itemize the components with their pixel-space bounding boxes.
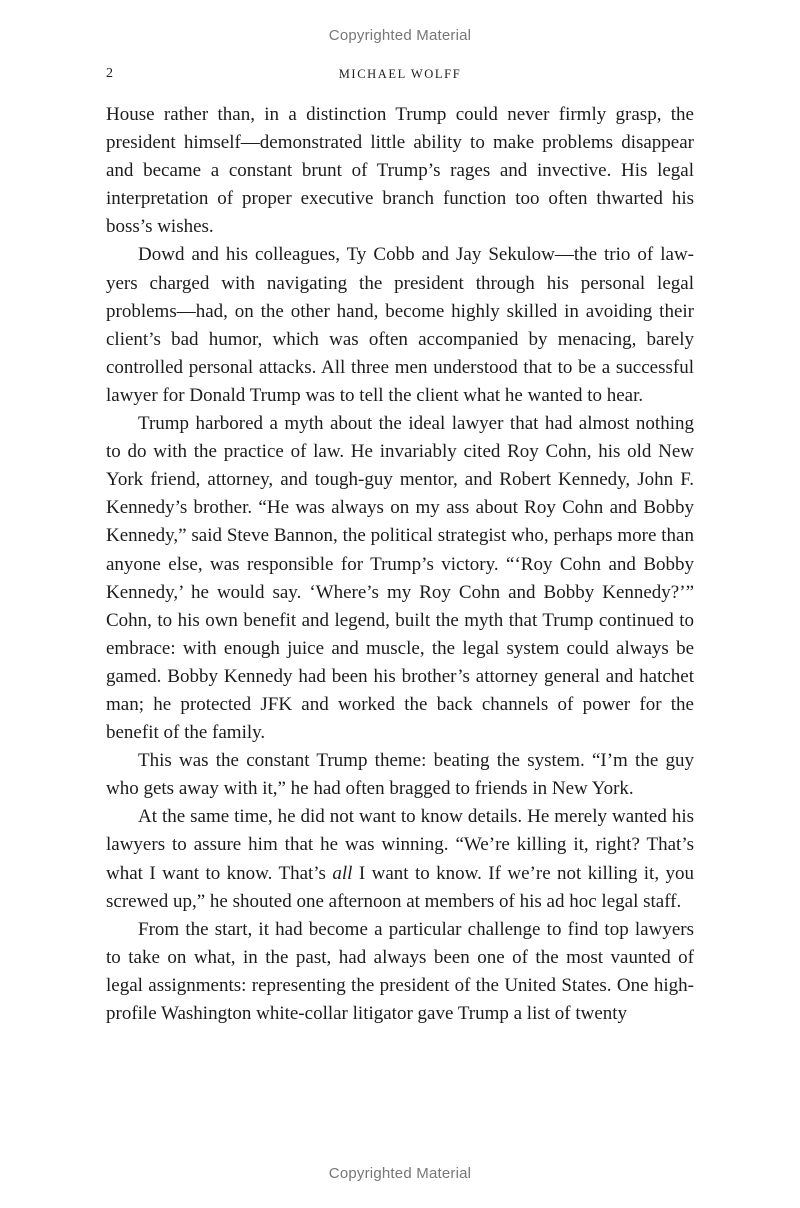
- paragraph-4: This was the constant Trump theme: beating the system. “I’m the guy who gets away with it,” he had often bragged to friends in New York.: [106, 750, 694, 800]
- paragraph-5: [106, 803, 694, 915]
- running-head: [106, 66, 694, 84]
- running-title-author: MICHAEL WOLFF: [338, 67, 462, 81]
- body-text: [106, 101, 694, 1028]
- paragraph-5-italic: all: [332, 862, 353, 884]
- copyright-watermark-top: Copyrighted Material: [328, 27, 472, 44]
- paragraph-6: From the start, it had become a particular challenge to find top lawyers to take on what, in the past, had always been one of the most vaunted of legal assignments: representing the president of the United States. One high-profile Washington white-collar litigator gave Trump a list of twenty: [106, 918, 694, 1024]
- paragraph-1: House rather than, in a distinction Trump could never firmly grasp, the president himself—demonstrated little ability to make problems disappear and became a constant brunt of Trump’s rages and invective. His legal interpretation of proper executive branch function too often thwarted his boss’s wishes.: [106, 104, 694, 238]
- copyright-watermark-bottom: Copyrighted Material: [328, 1165, 472, 1182]
- paragraph-2: Dowd and his colleagues, Ty Cobb and Jay Sekulow—the trio of lawyers charged with navigating the president through his personal legal problems—had, on the other hand, become highly skilled in avoiding their client’s bad humor, which was often accompanied by menacing, barely controlled personal attacks. All three men understood that to be a successful lawyer for Donald Trump was to tell the client what he wanted to hear.: [106, 244, 694, 406]
- paragraph-5-part-1: At the same time, he did not want to know details. He merely wanted his lawyers to assure him that he was winning. “We’re killing it, right? That’s what I want to know. That’s: [106, 806, 694, 884]
- paragraph-3: Trump harbored a myth about the ideal lawyer that had almost nothing to do with the practice of law. He invariably cited Roy Cohn, his old New York friend, attorney, and tough-guy mentor, and Robert Kennedy, John F. Kennedy’s brother. “He was always on my ass about Roy Cohn and Bobby Kennedy,” said Steve Bannon, the political strategist who, perhaps more than anyone else, was responsible for Trump’s victory. “‘Roy Cohn and Bobby Kennedy,’ he would say. ‘Where’s my Roy Cohn and Bobby Kennedy?’” Cohn, to his own benefit and legend, built the myth that Trump continued to embrace: with enough juice and muscle, the legal system could always be gamed. Bobby Kennedy had been his brother’s attorney general and hatchet man; he protected JFK and worked the back channels of power for the benefit of the family.: [106, 413, 694, 744]
- paragraph-5-part-2: I want to know. If we’re not killing it, you screwed up,” he shouted one afternoon at members of his ad hoc legal staff.: [106, 862, 695, 912]
- page-number: 2: [106, 66, 113, 81]
